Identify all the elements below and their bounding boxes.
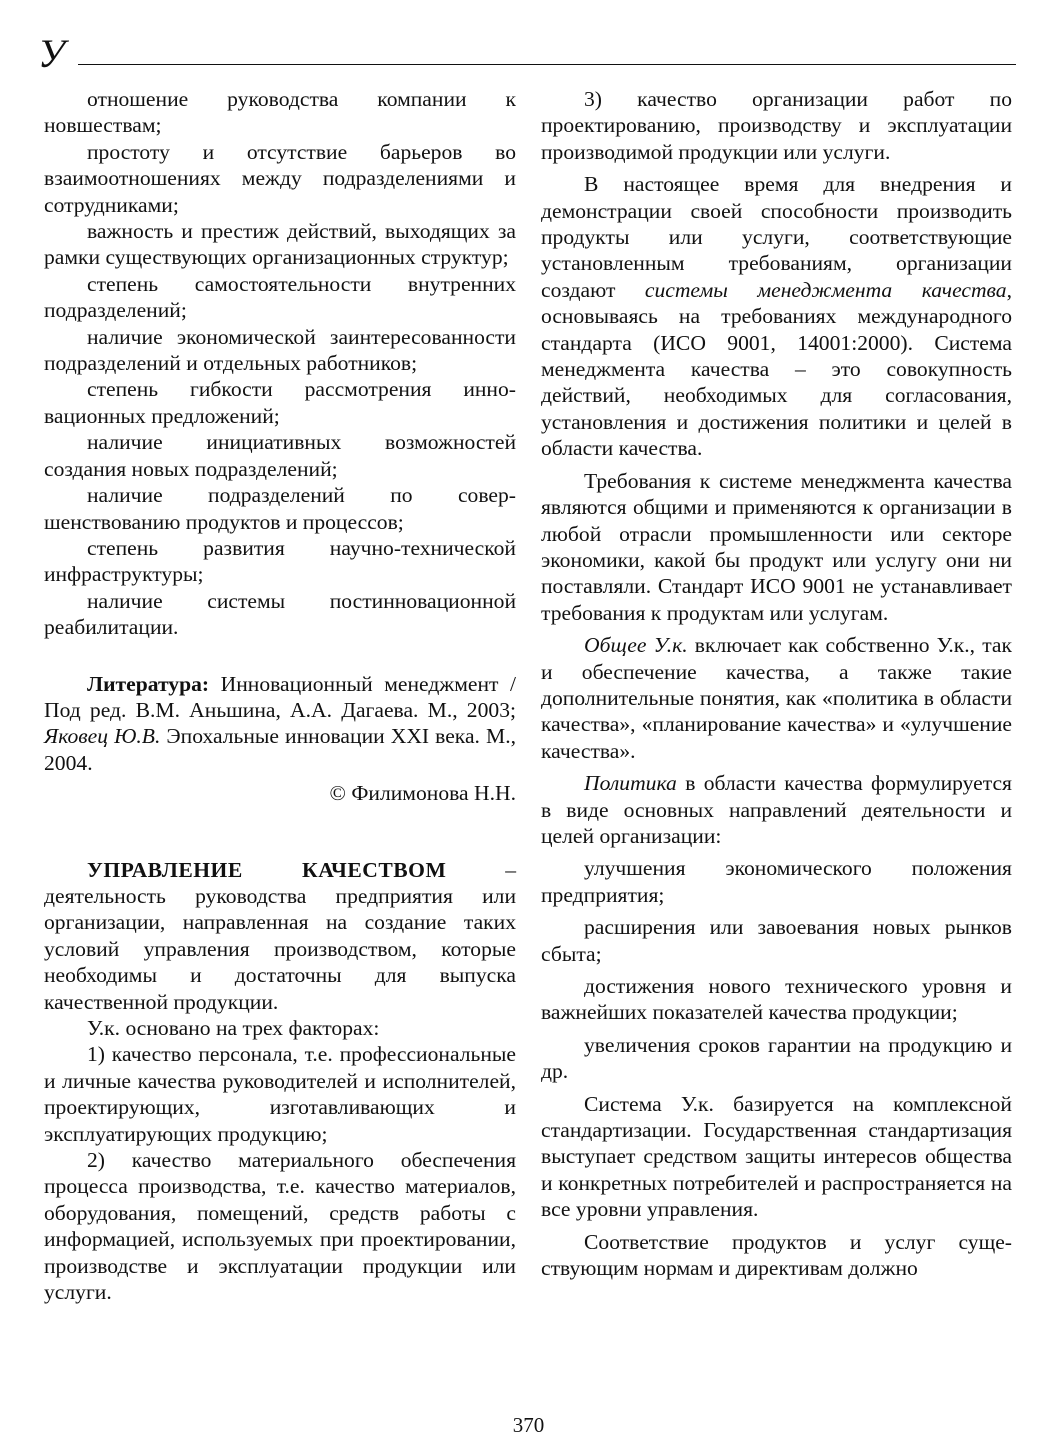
literature-text-2: Эпохальные инновации XXI века. М., 2004. [44, 724, 516, 775]
list-item: наличие инициативных возможностей создания новых подразделений; [44, 430, 516, 481]
general-paragraph [541, 632, 1012, 764]
list-item: наличие подразделений по совершенствованию продуктов и процессов; [44, 483, 516, 534]
list-item: наличие системы постинновационной реабилитации. [44, 588, 516, 640]
standardization-paragraph: Система У.к. базируется на комплексной стандартизации. Государственная стандартизация выступает средством защиты интересов общества и конкретных потребителей и распространяется на все уровни управления. [541, 1091, 1012, 1222]
general-term: Общее У.к. [584, 633, 688, 658]
right-column [541, 86, 1012, 1281]
policy-item: достижения нового технического уровня и важнейших показателей качества продукции; [541, 974, 1012, 1025]
systems-paragraph [541, 171, 1012, 461]
factor-item: 2) качество материального обеспечения процесса производства, т.е. качество материалов, оборудования, помещений, средств работы с информацией, используемых при проектировании, производстве и эксплуатации продукции или услуги. [44, 1148, 516, 1305]
general-text: включает как собственно У.к., так и обеспечение качества, а также такие дополнительные понятия, как «политика в области качества», «планирование качества» и «улучшение качества». [541, 633, 1012, 763]
conformity-paragraph: Соответствие продуктов и услуг существующим нормам и директивам должно [541, 1229, 1012, 1281]
article-author: © Филимонова Н.Н. [329, 781, 516, 806]
definition-text: – деятельность руководства предприятия или организации, направленная на создание таких условий управления производством, которые необходимы и достаточны для выпуска качественной продукции. [44, 857, 516, 1014]
policy-text: в области качества формулируется в виде основных направлений деятельности и целей организации: [541, 771, 1012, 848]
left-column [44, 86, 516, 1305]
factor-item: 1) качество персонала, т.е. профессиональные и личные качества руководителей и исполнителей, проектирующих, изготавливающих и эксплуатирующих продукцию; [44, 1042, 516, 1146]
list-item: отношение руководства компании к новшествам; [44, 87, 516, 138]
requirements-paragraph: Требования к системе менеджмента качества являются общими и применяются к организации в любой отрасли промышленности или секторе экономики, какой бы продукт или услугу они ни поставляли. Стандарт ИСО 9001 не устанавливает требования к продуктам или услугам. [541, 468, 1012, 625]
list-item: важность и престиж действий, выходящих за рамки существующих организационных структур; [44, 219, 516, 270]
policy-item: увеличения сроков гарантии на продукцию и др. [541, 1032, 1012, 1084]
running-header [38, 31, 1016, 76]
literature-text: Инновационный менеджмент / Под ред. В.М. Аньшина, А.А. Дагаева. М., 2003; [44, 671, 516, 722]
list-item: простоту и отсутствие барьеров во взаимоотношениях между подразделениями и сотрудниками; [44, 139, 516, 217]
list-item: степень развития научно-технической инфраструктуры; [44, 535, 516, 587]
policy-paragraph [541, 770, 1012, 849]
entry-term: УПРАВЛЕНИЕ КАЧЕСТВОМ [87, 857, 447, 882]
header-rule [78, 64, 1016, 65]
list-item: степень самостоятельности внутренних подразделений; [44, 271, 516, 323]
systems-text-2: , основываясь на требованиях международного стандарта (ИСО 9001, 14001:2000). Система менеджмента качества – это совокупность действий, необходимых для согласования, установления и достижения политики и целей в области качества. [541, 277, 1012, 461]
literature-label: Литература: [87, 671, 210, 696]
factors-intro: У.к. основано на трех факторах: [87, 1016, 380, 1040]
factor-item: 3) качество организации работ по проектированию, производству и эксплуатации производимой продукции или услуги. [541, 87, 1012, 164]
criteria-list [44, 86, 516, 641]
section-letter: У [38, 31, 65, 76]
policy-item: расширения или завоевания новых рынков сбыта; [541, 915, 1012, 966]
systems-term: системы менеджмента качества [644, 277, 1007, 302]
list-item: наличие экономической заинтересованности подразделений и отдельных работников; [44, 324, 516, 376]
literature-author: Яковец Ю.В. [44, 724, 161, 749]
page-number: 370 [512, 1413, 545, 1437]
literature-paragraph [44, 671, 516, 777]
systems-text: В настоящее время для внедрения и демонстрации своей способности производить продукты или услуги, соответствующие установленным требованиям, организации создают [541, 172, 1012, 302]
definition-paragraph [44, 857, 516, 1015]
policy-term: Политика [584, 771, 677, 796]
policy-item: улучшения экономического положения предприятия; [541, 856, 1012, 907]
list-item: степень гибкости рассмотрения инновационных предложений; [44, 377, 516, 428]
